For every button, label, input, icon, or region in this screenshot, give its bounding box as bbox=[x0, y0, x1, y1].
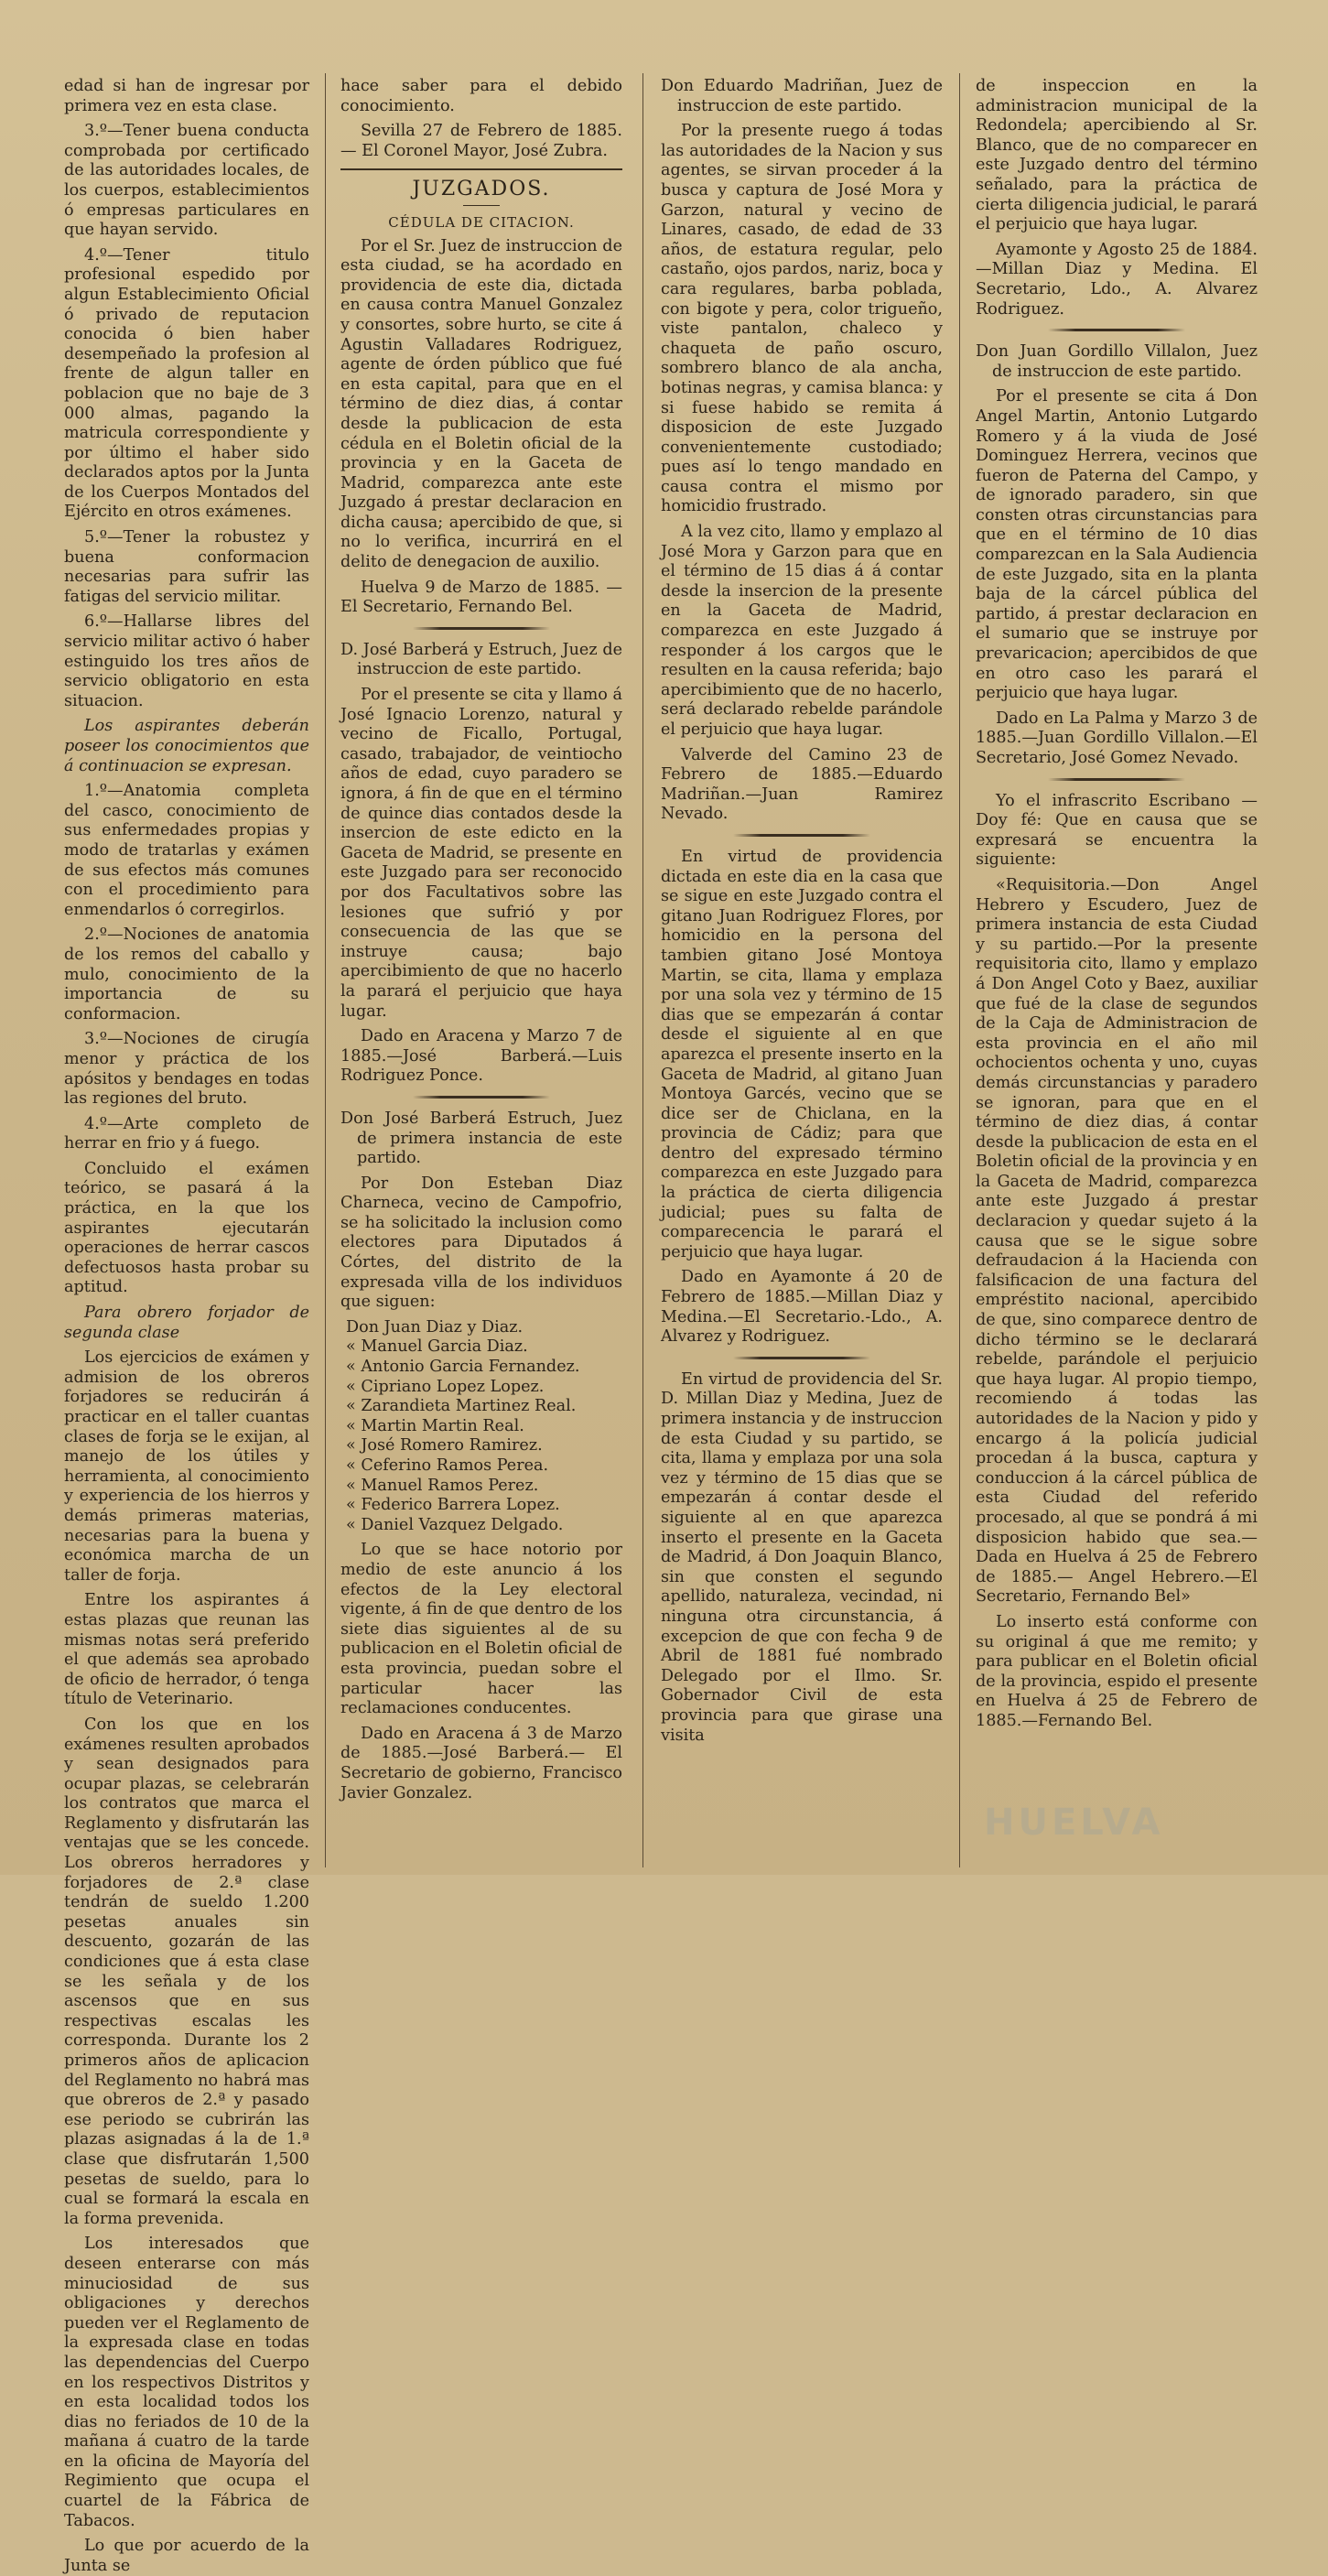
paragraph: 5.º—Tener la robustez y buena conformacion necesarias para sufrir las fatigas del servicio militar. bbox=[64, 528, 309, 606]
notice-divider bbox=[1048, 329, 1185, 331]
notice-divider bbox=[413, 1096, 550, 1099]
paragraph: Entre los aspirantes á estas plazas que reunan las mismas notas será preferido el que además sea aprobado de oficio de herrador, ó tenga título de Veterinario. bbox=[64, 1591, 309, 1709]
paragraph: Lo que por acuerdo de la Junta se bbox=[64, 2537, 309, 2575]
column-4 bbox=[976, 77, 1258, 1862]
heading-rule bbox=[463, 205, 500, 206]
paragraph: Yo el infrascrito Escribano — Doy fé: Que en causa que se expresará se encuentra la siguiente: bbox=[976, 791, 1258, 870]
signature-line: Dado en La Palma y Marzo 3 de 1885.—Juan Gordillo Villalon.—El Secretario, José Gomez Nevado. bbox=[976, 709, 1258, 767]
notice-divider bbox=[733, 1357, 870, 1359]
paragraph: «Requisitoria.—Don Angel Hebrero y Escudero, Juez de primera instancia de esta Ciudad y su partido.—Por la presente requisitoria cito, llamo y emplazo á Don Angel Coto y Baez, auxiliar que fué de la clase de segundos de la Caja de Administracion de esta provincia en el año mil ochocientos ochenta y uno, cuyas demás circunstancias y paradero se ignoran, para que en el término de diez dias, á contar desde la publicacion de esta en el Boletin oficial de la provincia y en la Gaceta de Madrid, comparezca ante este Juzgado á prestar declaracion y quedar sujeto á la causa que se le sigue sobre defraudacion á la Hacienda con falsificacion de una factura del empréstito nacional, apercibido de que, sino comparece dentro de dicho término se le declarará rebelde, parándole el perjuicio que haya lugar. Al propio tiempo, recomiendo á todas las autoridades de la Nacion y pido y encargo á la policía judicial procedan á la busca, captura y conduccion á la cárcel pública de esta Ciudad del referido procesado, al que se pondrá á mi disposicion habido que sea.—Dada en Huelva á 25 de Febrero de 1885.— Angel Hebrero.—El Secretario, Fernando Bel» bbox=[976, 875, 1258, 1607]
signature-line: Valverde del Camino 23 de Febrero de 1885.—Eduardo Madriñan.—Juan Ramirez Nevado. bbox=[661, 745, 943, 824]
list-item: « Zarandieta Martinez Real. bbox=[346, 1397, 577, 1416]
notice-divider bbox=[413, 627, 550, 630]
column-1 bbox=[64, 77, 309, 2575]
list-item: « José Romero Ramirez. bbox=[346, 1436, 543, 1456]
paragraph: Por Don Esteban Diaz Charneca, vecino de Campofrio, se ha solicitado la inclusion como electores para Diputados á Córtes, del distrito de la expresada villa de los individuos que siguen: bbox=[340, 1174, 622, 1312]
signature-line: Huelva 9 de Marzo de 1885. —El Secretario, Fernando Bel. bbox=[340, 578, 622, 617]
list-item: Don Juan Diaz y Diaz. bbox=[346, 1317, 524, 1337]
list-item: « Ceferino Ramos Perea. bbox=[346, 1456, 549, 1475]
paragraph: En virtud de providencia del Sr. D. Millan Diaz y Medina, Juez de primera instancia y de instruccion de esta Ciudad y su partido, se cita, llama y emplaza por una sola vez y término de 15 dias que se empezarán á contar desde el siguiente al en que aparezca inserto el presente en la Gaceta de Madrid, á Don Joaquin Blanco, sin que consten el segundo apellido, naturaleza, vecindad, ni ninguna otra circunstancia, á excepcion de que con fecha 9 de Abril de 1881 fué nombrado Delegado por el Ilmo. Sr. Gobernador Civil de esta provincia para que girase una visita bbox=[661, 1369, 943, 1745]
signature-line: Dado en Ayamonte á 20 de Febrero de 1885.—Millan Diaz y Medina.—El Secretario.-Ldo., A. Alvarez y Rodriguez. bbox=[661, 1268, 943, 1347]
column-rule bbox=[325, 73, 326, 1867]
list-item: « Antonio Garcia Fernandez. bbox=[346, 1358, 580, 1377]
list-item: « Martin Martin Real. bbox=[346, 1416, 524, 1435]
paragraph: A la vez cito, llamo y emplazo al José Mora y Garzon para que en el término de 15 dias á á contar desde la insercion de la presente en la Gaceta de Madrid, comparezca en este Juzgado á responder á los cargos que le resulten en la causa referida; bajo apercibimiento que de no hacerlo, será declarado rebelde parándole el perjuicio que haya lugar. bbox=[661, 523, 943, 739]
paragraph: Por el presente se cita y llamo á José Ignacio Lorenzo, natural y vecino de Ficallo, Portugal, casado, trabajador, de veintiocho años de edad, cuyo paradero se ignora, á fin de que en el término de quince dias contados desde la insercion de este edicto en la Gaceta de Madrid, se presente en este Juzgado para ser reconocido por dos Facultativos sobre las lesiones que sufrió y por consecuencia de las que se instruye causa; bajo apercibimiento de que no hacerlo la parará el perjuicio que haya lugar. bbox=[340, 686, 622, 1021]
section-heading: JUZGADOS. bbox=[412, 178, 551, 201]
signature-line: Sevilla 27 de Febrero de 1885.— El Coronel Mayor, José Zubra. bbox=[340, 122, 622, 160]
column-rule bbox=[642, 73, 643, 1867]
list-item: « Federico Barrera Lopez. bbox=[346, 1496, 560, 1515]
paragraph: edad si han de ingresar por primera vez en esta clase. bbox=[64, 77, 309, 115]
signature-line: Dado en Aracena á 3 de Marzo de 1885.—José Barberá.— El Secretario de gobierno, Francisco Javier Gonzalez. bbox=[340, 1724, 622, 1802]
paragraph: 2.º—Nociones de anatomia de los remos del caballo y mulo, conocimiento de la importancia de su conformacion. bbox=[64, 925, 309, 1023]
paragraph: hace saber para el debido conocimiento. bbox=[340, 77, 622, 115]
paragraph: 3.º—Nociones de cirugía menor y práctica de los apósitos y bendages en todas las regiones del bruto. bbox=[64, 1030, 309, 1109]
notice-subheading: CÉDULA DE CITACION. bbox=[388, 213, 575, 231]
list-item: « Cipriano Lopez Lopez. bbox=[346, 1377, 545, 1396]
section-divider bbox=[340, 168, 622, 170]
notice-header: Don José Barberá Estruch, Juez de primera instancia de este partido. bbox=[340, 1109, 622, 1168]
section-subtitle: Para obrero forjador de segunda clase bbox=[64, 1304, 309, 1342]
list-item: « Manuel Garcia Diaz. bbox=[346, 1337, 528, 1357]
signature-line: Dado en Aracena y Marzo 7 de 1885.—José Barberá.—Luis Rodriguez Ponce. bbox=[340, 1027, 622, 1086]
notice-divider bbox=[1048, 778, 1185, 781]
list-item: « Manuel Ramos Perez. bbox=[346, 1476, 539, 1495]
list-item: « Daniel Vazquez Delgado. bbox=[346, 1515, 564, 1534]
paragraph: Lo inserto está conforme con su original á que me remito; y para publicar en el Boletin oficial de la provincia, espido el presente en Huelva á 25 de Febrero de 1885.—Fernando Bel. bbox=[976, 1612, 1258, 1730]
paragraph: 1.º—Anatomia completa del casco, conocimiento de sus enfermedades propias y modo de tratarlas y exámen de sus efectos más comunes con el procedimiento para enmendarlos ó corregirlos. bbox=[64, 782, 309, 919]
notice-header: Don Juan Gordillo Villalon, Juez de instruccion de este partido. bbox=[976, 342, 1258, 381]
paragraph: Por la presente ruego á todas las autoridades de la Nacion y sus agentes, se sirvan proceder á la busca y captura de José Mora y Garzon, natural y vecino de Linares, casado, de edad de 33 años, de estatura regular, pelo castaño, ojos pardos, nariz, boca y cara regulares, barba poblada, con bigote y pera, color trigueño, viste pantalon, chaleco y chaqueta de paño oscuro, sombrero blanco de ala ancha, botinas negras, y camisa blanca: y si fuese habido se remita á disposicion de este Juzgado convenientemente custodiado; pues así lo tengo mandado en causa contra el mismo por homicidio frustrado. bbox=[661, 122, 943, 516]
column-3 bbox=[661, 77, 943, 1862]
column-rule bbox=[959, 73, 960, 1867]
elector-list bbox=[340, 1318, 622, 1536]
column-2 bbox=[340, 77, 622, 1862]
signature-line: Ayamonte y Agosto 25 de 1884.—Millan Diaz y Medina. El Secretario, Ldo., A. Alvarez Rodriguez. bbox=[976, 240, 1258, 319]
paragraph: Los ejercicios de exámen y admision de los obreros forjadores se reducirán á practicar en el taller cuantas clases de forja se le exijan, al manejo de los útiles y herramienta, al conocimiento y experiencia de los hierros y demás primeras materias, necesarias para la buena y económica marcha de un taller de forja. bbox=[64, 1348, 309, 1585]
paragraph: Los interesados que deseen enterarse con más minuciosidad de sus obligaciones y derechos pueden ver el Reglamento de la expresada clase en todas las dependencias del Cuerpo en los respectivos Distritos y en esta localidad todos los dias no feriados de 10 de la mañana á cuatro de la tarde en la oficina de Mayoría del Regimiento que ocupa el cuartel de la Fábrica de Tabacos. bbox=[64, 2235, 309, 2530]
notice-header: Don Eduardo Madriñan, Juez de instruccion de este partido. bbox=[661, 77, 943, 115]
notice-header: D. José Barberá y Estruch, Juez de instruccion de este partido. bbox=[340, 640, 622, 679]
paragraph: 6.º—Hallarse libres del servicio militar activo ó haber estinguido los tres años de servicio obligatorio en esta situacion. bbox=[64, 612, 309, 710]
paragraph: de inspeccion en la administracion municipal de la Redondela; apercibiendo al Sr. Blanco, que de no comparecer en este Juzgado dentro del término señalado, para la práctica de cierta diligencia judicial, le parará el perjuicio que haya lugar. bbox=[976, 77, 1258, 234]
archive-watermark: HUELVA bbox=[984, 1802, 1164, 1844]
paragraph: Con los que en los exámenes resulten aprobados y sean designados para ocupar plazas, se celebrarán los contratos que marca el Reglamento y disfrutarán las ventajas que se les concede. Los obreros herradores y forjadores de 2.ª clase tendrán de sueldo 1.200 pesetas anuales sin descuento, gozarán de las condiciones que á esta clase se les señala y de los ascensos que en sus respectivas escalas les corresponda. Durante los 2 primeros años de aplicacion del Reglamento no habrá mas que obreros de 2.ª y pasado ese periodo se cubrirán las plazas asignadas á la de 1.ª clase que disfrutarán 1,500 pesetas de sueldo, para lo cual se formará la escala en la forma prevenida. bbox=[64, 1715, 309, 2228]
notice-divider bbox=[733, 834, 870, 837]
paragraph: Por el Sr. Juez de instruccion de esta ciudad, se ha acordado en providencia de este dia, dictada en causa contra Manuel Gonzalez y consortes, sobre hurto, se cite á Agustin Valladares Rodriguez, agente de órden público que fué en esta capital, para que en el término de diez dias, á contar desde la publicacion de esta cédula en el Boletin oficial de la provincia y en la Gaceta de Madrid, comparezca ante este Juzgado á prestar declaracion en dicha causa; apercibido de que, si no lo verifica, incurrirá en el delito de denegacion de auxilio. bbox=[340, 236, 622, 572]
paragraph: 3.º—Tener buena conducta comprobada por certificado de las autoridades locales, de los cuerpos, establecimientos ó empresas particulares en que hayan servido. bbox=[64, 122, 309, 240]
paragraph: Por el presente se cita á Don Angel Martin, Antonio Lutgardo Romero y á la viuda de José Dominguez Herrera, vecinos que fueron de Paterna del Campo, y de ignorado paradero, sin que consten otras circunstancias para que en el término de 10 dias comparezcan en la Sala Audiencia de este Juzgado, sita en la planta baja de la cárcel pública del partido, á prestar declaracion en el sumario que se instruye por prevaricacion; apercibidos de que en otro caso les parará el perjuicio que haya lugar. bbox=[976, 387, 1258, 703]
paragraph: Lo que se hace notorio por medio de este anuncio á los efectos de la Ley electoral vigente, á fin de que dentro de los siete dias siguientes al de su publicacion en el Boletin oficial de esta provincia, puedan sobre el particular hacer las reclamaciones conducentes. bbox=[340, 1541, 622, 1718]
paragraph: 4.º—Tener titulo profesional espedido por algun Establecimiento Oficial ó privado de reputacion conocida ó bien haber desempeñado la profesion al frente de algun taller en poblacion que no baje de 3 000 almas, pagando la matricula correspondiente y por último el haber sido declarados aptos por la Junta de los Cuerpos Montados del Ejército en otros exámenes. bbox=[64, 245, 309, 522]
paragraph: En virtud de providencia dictada en este dia en la casa que se sigue en este Juzgado contra el gitano Juan Rodriguez Flores, por homicidio en la persona del tambien gitano José Montoya Martin, se cita, llama y emplaza por una sola vez y término de 15 dias que se empezarán á contar desde el siguiente al en que aparezca el presente inserto en la Gaceta de Madrid, al gitano Juan Montoya Garcés, vecino que se dice ser de Chiclana, en la provincia de Cádiz; para que dentro del expresado término comparezca en este Juzgado para la práctica de cierta diligencia judicial; pues su falta de comparecencia le parará el perjuicio que haya lugar. bbox=[661, 847, 943, 1261]
italic-note: Los aspirantes deberán poseer los conocimientos que á continuacion se expresan. bbox=[64, 717, 309, 775]
paragraph: Concluido el exámen teórico, se pasará á la práctica, en la que los aspirantes ejecutarán operaciones de herrar cascos defectuosos hasta probar su aptitud. bbox=[64, 1159, 309, 1297]
paragraph: 4.º—Arte completo de herrar en frio y á fuego. bbox=[64, 1114, 309, 1153]
